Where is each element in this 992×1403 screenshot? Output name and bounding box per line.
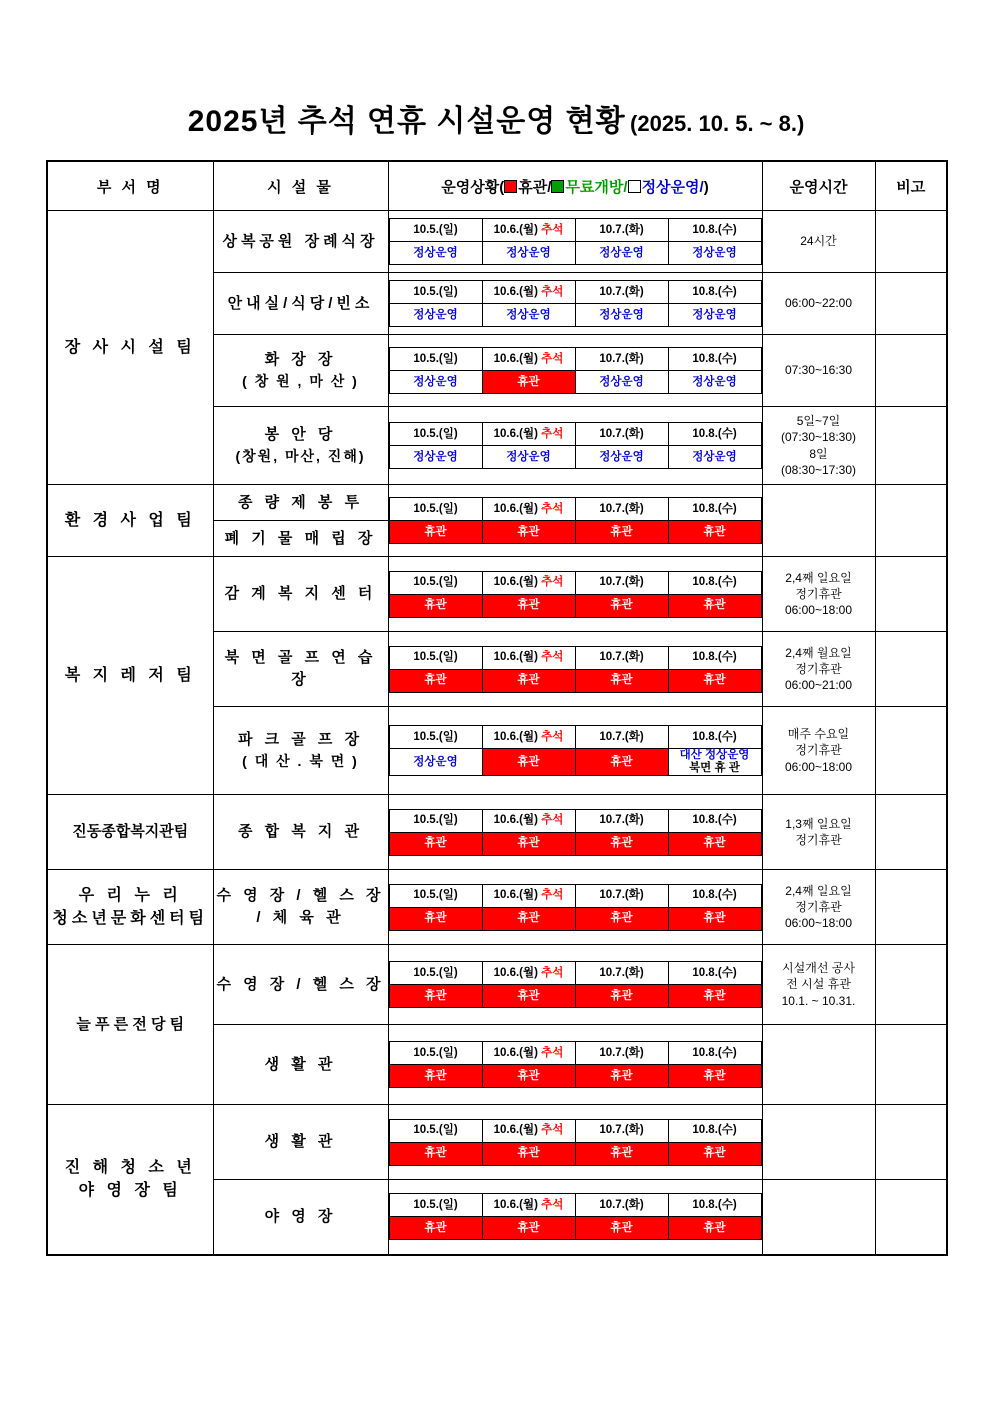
status-day-cell: 10.5.(일) (389, 281, 482, 304)
status-grid (388, 632, 762, 707)
status-value-cell: 휴관 (482, 371, 575, 394)
table-row (47, 945, 947, 1025)
status-value-cell: 정상운영 (575, 371, 668, 394)
note-cell (875, 1025, 947, 1105)
status-grid (388, 407, 762, 485)
status-grid (388, 945, 762, 1025)
status-day-cell: 10.7.(화) (575, 809, 668, 832)
status-grid (388, 795, 762, 870)
facility-cell: 수 영 장 / 헬 스 장 / 체 육 관 (213, 870, 388, 945)
page-title (46, 0, 946, 160)
status-day-row (389, 348, 761, 371)
status-day-cell: 10.8.(수) (668, 571, 761, 594)
status-value-cell: 휴관 (482, 985, 575, 1008)
hours-cell: 5일~7일 (07:30~18:30) 8일 (08:30~17:30) (762, 407, 875, 485)
status-value-cell: 정상운영 (389, 242, 482, 265)
facility-cell: 감 계 복 지 센 터 (213, 557, 388, 632)
status-value-cell: 휴관 (668, 832, 761, 855)
status-value-cell: 휴관 (482, 1142, 575, 1165)
status-day-row (389, 646, 761, 669)
table-row (47, 870, 947, 945)
status-value-row (389, 594, 761, 617)
status-day-cell: 10.6.(월) 추석 (482, 348, 575, 371)
note-cell (875, 407, 947, 485)
status-day-cell: 10.6.(월) 추석 (482, 498, 575, 521)
status-value-cell: 휴관 (668, 594, 761, 617)
header-status (388, 161, 762, 211)
dept-cell: 장 사 시 설 팀 (47, 211, 213, 485)
dept-cell: 우 리 누 리 청소년문화센터팀 (47, 870, 213, 945)
status-day-cell: 10.7.(화) (575, 962, 668, 985)
status-table (389, 1119, 762, 1166)
status-table (389, 1193, 762, 1240)
status-value-cell: 휴관 (575, 669, 668, 692)
status-table (389, 884, 762, 931)
header-status-free: 무료개방/ (565, 178, 628, 196)
status-day-cell: 10.7.(화) (575, 726, 668, 749)
status-value-cell: 휴관 (575, 832, 668, 855)
status-value-cell: 휴관 (482, 521, 575, 544)
status-value-row (389, 521, 761, 544)
table-body (47, 211, 947, 1255)
status-grid (388, 335, 762, 407)
status-value-cell: 휴관 (668, 1065, 761, 1088)
facility-cell: 상복공원 장례식장 (213, 211, 388, 273)
status-day-cell: 10.7.(화) (575, 1042, 668, 1065)
dept-cell: 복 지 레 저 팀 (47, 557, 213, 795)
status-day-row (389, 1194, 761, 1217)
table-row (47, 557, 947, 632)
status-day-cell: 10.6.(월) 추석 (482, 571, 575, 594)
status-value-cell: 휴관 (482, 1065, 575, 1088)
status-table (389, 497, 762, 544)
status-day-cell: 10.6.(월) 추석 (482, 962, 575, 985)
facility-cell: 수 영 장 / 헬 스 장 (213, 945, 388, 1025)
status-value-cell: 휴관 (389, 907, 482, 930)
status-grid (388, 1180, 762, 1255)
status-day-cell: 10.7.(화) (575, 498, 668, 521)
hours-cell: 시설개선 공사 전 시설 휴관 10.1. ~ 10.31. (762, 945, 875, 1025)
status-value-cell: 휴관 (389, 1142, 482, 1165)
status-day-cell: 10.5.(일) (389, 498, 482, 521)
status-value-cell: 휴관 (668, 1142, 761, 1165)
status-day-cell: 10.6.(월) 추석 (482, 809, 575, 832)
facility-cell: 종 량 제 봉 투 (213, 485, 388, 521)
status-day-cell: 10.7.(화) (575, 219, 668, 242)
note-cell (875, 795, 947, 870)
status-day-cell: 10.6.(월) 추석 (482, 281, 575, 304)
dept-cell: 환 경 사 업 팀 (47, 485, 213, 557)
status-day-row (389, 726, 761, 749)
status-grid (388, 1105, 762, 1180)
status-table (389, 646, 762, 693)
status-day-cell: 10.8.(수) (668, 1194, 761, 1217)
status-day-cell: 10.7.(화) (575, 423, 668, 446)
status-day-cell: 10.6.(월) 추석 (482, 219, 575, 242)
dept-cell: 진동종합복지관팀 (47, 795, 213, 870)
note-cell (875, 945, 947, 1025)
status-day-cell: 10.7.(화) (575, 348, 668, 371)
note-cell (875, 557, 947, 632)
status-value-cell: 정상운영 (482, 304, 575, 327)
status-value-cell: 휴관 (482, 832, 575, 855)
status-value-cell: 휴관 (389, 521, 482, 544)
status-grid (388, 273, 762, 335)
status-day-row (389, 423, 761, 446)
status-day-cell: 10.7.(화) (575, 1119, 668, 1142)
note-cell (875, 211, 947, 273)
status-day-cell: 10.8.(수) (668, 348, 761, 371)
status-value-cell: 휴관 (575, 1142, 668, 1165)
note-cell (875, 1105, 947, 1180)
status-day-cell: 10.8.(수) (668, 498, 761, 521)
status-day-row (389, 884, 761, 907)
status-day-row (389, 219, 761, 242)
status-value-cell: 휴관 (482, 669, 575, 692)
status-day-cell: 10.5.(일) (389, 646, 482, 669)
table-row (47, 485, 947, 521)
status-day-cell: 10.8.(수) (668, 1119, 761, 1142)
status-value-cell: 정상운영 (575, 242, 668, 265)
status-value-cell: 휴관 (389, 669, 482, 692)
status-value-cell: 휴관 (482, 749, 575, 775)
status-grid (388, 707, 762, 795)
status-day-cell: 10.7.(화) (575, 884, 668, 907)
status-value-cell: 휴관 (575, 985, 668, 1008)
status-day-row (389, 809, 761, 832)
hours-cell (762, 1105, 875, 1180)
status-day-cell: 10.8.(수) (668, 1042, 761, 1065)
status-value-cell: 정상운영 (668, 304, 761, 327)
status-day-cell: 10.7.(화) (575, 646, 668, 669)
status-value-row (389, 669, 761, 692)
status-day-cell: 10.5.(일) (389, 1042, 482, 1065)
status-day-cell: 10.6.(월) 추석 (482, 646, 575, 669)
status-value-cell: 정상운영 (482, 242, 575, 265)
status-day-cell: 10.7.(화) (575, 1194, 668, 1217)
status-value-cell: 정상운영 (389, 749, 482, 775)
status-day-row (389, 1119, 761, 1142)
status-day-cell: 10.8.(수) (668, 219, 761, 242)
header-hours: 운영시간 (762, 161, 875, 211)
note-cell (875, 632, 947, 707)
note-cell (875, 1180, 947, 1255)
table-row (47, 795, 947, 870)
status-day-cell: 10.8.(수) (668, 726, 761, 749)
status-value-cell: 휴관 (668, 669, 761, 692)
status-value-cell: 정상운영 (668, 242, 761, 265)
status-value-cell: 휴관 (575, 1217, 668, 1240)
facility-cell: 종 합 복 지 관 (213, 795, 388, 870)
facility-cell: 폐 기 물 매 립 장 (213, 521, 388, 557)
hours-cell: 2,4째 일요일 정기휴관 06:00~18:00 (762, 870, 875, 945)
title-subtitle: (2025. 10. 5. ~ 8.) (630, 111, 805, 136)
status-value-cell: 휴관 (389, 594, 482, 617)
status-value-cell: 휴관 (482, 594, 575, 617)
status-value-cell: 휴관 (575, 1065, 668, 1088)
status-day-cell: 10.7.(화) (575, 281, 668, 304)
facility-cell: 화 장 장 ( 창 원 , 마 산 ) (213, 335, 388, 407)
hours-cell: 1,3째 일요일 정기휴관 (762, 795, 875, 870)
status-table (389, 422, 762, 469)
status-value-cell: 휴관 (575, 907, 668, 930)
status-day-cell: 10.6.(월) 추석 (482, 1194, 575, 1217)
note-cell (875, 335, 947, 407)
status-day-cell: 10.5.(일) (389, 1119, 482, 1142)
header-dept: 부 서 명 (47, 161, 213, 211)
status-day-cell: 10.6.(월) 추석 (482, 1042, 575, 1065)
hours-cell: 2,4째 일요일 정기휴관 06:00~18:00 (762, 557, 875, 632)
facility-cell: 봉 안 당 (창원, 마산, 진해) (213, 407, 388, 485)
legend-normal-icon (628, 180, 641, 193)
status-value-row (389, 371, 761, 394)
status-day-cell: 10.5.(일) (389, 219, 482, 242)
status-table (389, 1041, 762, 1088)
hours-cell: 06:00~22:00 (762, 273, 875, 335)
note-cell (875, 707, 947, 795)
status-value-cell: 정상운영 (482, 446, 575, 469)
facility-cell: 생 활 관 (213, 1025, 388, 1105)
hours-cell (762, 1025, 875, 1105)
status-table (389, 571, 762, 618)
facility-cell: 야 영 장 (213, 1180, 388, 1255)
status-value-cell: 휴관 (389, 832, 482, 855)
status-value-cell: 정상운영 (575, 446, 668, 469)
note-cell (875, 485, 947, 557)
status-table (389, 961, 762, 1008)
status-value-row (389, 1065, 761, 1088)
status-day-row (389, 1042, 761, 1065)
status-value-cell: 정상운영 (668, 446, 761, 469)
hours-cell: 매주 수요일 정기휴관 06:00~18:00 (762, 707, 875, 795)
hours-cell: 07:30~16:30 (762, 335, 875, 407)
status-day-cell: 10.8.(수) (668, 884, 761, 907)
status-grid (388, 557, 762, 632)
status-value-cell: 정상운영 (389, 304, 482, 327)
dept-cell: 늘 푸 른 전 당 팀 (47, 945, 213, 1105)
status-day-cell: 10.8.(수) (668, 809, 761, 832)
hours-cell (762, 1180, 875, 1255)
facility-cell: 북 면 골 프 연 습 장 (213, 632, 388, 707)
status-table (389, 347, 762, 394)
status-day-cell: 10.5.(일) (389, 348, 482, 371)
header-facility: 시 설 물 (213, 161, 388, 211)
title-main: 2025년 추석 연휴 시설운영 현황 (187, 105, 626, 138)
status-value-cell: 휴관 (575, 594, 668, 617)
table-header-row (47, 161, 947, 211)
status-value-row (389, 907, 761, 930)
facility-cell: 안내실/식당/빈소 (213, 273, 388, 335)
status-value-row (389, 985, 761, 1008)
status-value-cell: 휴관 (575, 521, 668, 544)
status-value-cell: 휴관 (668, 521, 761, 544)
status-day-row (389, 498, 761, 521)
status-value-cell: 휴관 (482, 1217, 575, 1240)
status-table (389, 809, 762, 856)
note-cell (875, 870, 947, 945)
status-grid (388, 870, 762, 945)
status-value-cell: 대산 정상운영 북면 휴 관 (668, 749, 761, 775)
status-value-cell: 정상운영 (389, 371, 482, 394)
status-value-cell: 정상운영 (389, 446, 482, 469)
status-grid (388, 485, 762, 557)
status-day-cell: 10.6.(월) 추석 (482, 423, 575, 446)
legend-free-icon (551, 180, 564, 193)
status-day-row (389, 571, 761, 594)
hours-cell: 24시간 (762, 211, 875, 273)
status-value-cell: 정상운영 (575, 304, 668, 327)
status-day-cell: 10.5.(일) (389, 884, 482, 907)
status-value-row (389, 1217, 761, 1240)
status-value-cell: 휴관 (668, 985, 761, 1008)
status-table (389, 725, 762, 775)
status-value-row (389, 304, 761, 327)
status-value-cell: 휴관 (575, 749, 668, 775)
facility-operation-table (46, 160, 948, 1256)
status-day-row (389, 281, 761, 304)
header-status-closed: 휴관/ (518, 178, 552, 196)
status-value-row (389, 749, 761, 775)
status-day-cell: 10.7.(화) (575, 571, 668, 594)
facility-cell: 생 활 관 (213, 1105, 388, 1180)
status-value-cell: 휴관 (389, 1065, 482, 1088)
status-table (389, 218, 762, 265)
table-row (47, 1105, 947, 1180)
dept-cell: 진 해 청 소 년 야 영 장 팀 (47, 1105, 213, 1255)
header-status-normal: 정상운영/ (641, 178, 704, 196)
legend-closed-icon (504, 180, 517, 193)
status-value-cell: 휴관 (482, 907, 575, 930)
status-day-cell: 10.5.(일) (389, 726, 482, 749)
facility-cell: 파 크 골 프 장 ( 대 산 . 북 면 ) (213, 707, 388, 795)
header-note: 비고 (875, 161, 947, 211)
status-value-cell: 휴관 (389, 985, 482, 1008)
status-day-cell: 10.5.(일) (389, 423, 482, 446)
status-value-row (389, 242, 761, 265)
hours-cell: 2,4째 월요일 정기휴관 06:00~21:00 (762, 632, 875, 707)
status-value-row (389, 832, 761, 855)
status-grid (388, 1025, 762, 1105)
status-value-cell: 휴관 (389, 1217, 482, 1240)
status-value-row (389, 446, 761, 469)
status-day-cell: 10.5.(일) (389, 809, 482, 832)
status-day-cell: 10.6.(월) 추석 (482, 884, 575, 907)
status-grid (388, 211, 762, 273)
status-value-cell: 휴관 (668, 1217, 761, 1240)
table-row (47, 211, 947, 273)
status-day-cell: 10.5.(일) (389, 571, 482, 594)
status-table (389, 280, 762, 327)
status-day-cell: 10.8.(수) (668, 962, 761, 985)
hours-cell (762, 485, 875, 557)
header-status-suffix: ) (703, 178, 709, 196)
status-day-cell: 10.6.(월) 추석 (482, 1119, 575, 1142)
status-value-cell: 휴관 (668, 907, 761, 930)
status-day-cell: 10.6.(월) 추석 (482, 726, 575, 749)
status-day-cell: 10.8.(수) (668, 281, 761, 304)
status-day-cell: 10.5.(일) (389, 1194, 482, 1217)
status-day-row (389, 962, 761, 985)
status-value-cell: 정상운영 (668, 371, 761, 394)
status-day-cell: 10.8.(수) (668, 646, 761, 669)
status-day-cell: 10.8.(수) (668, 423, 761, 446)
status-day-cell: 10.5.(일) (389, 962, 482, 985)
note-cell (875, 273, 947, 335)
header-status-prefix: 운영상황( (441, 178, 505, 196)
status-value-row (389, 1142, 761, 1165)
